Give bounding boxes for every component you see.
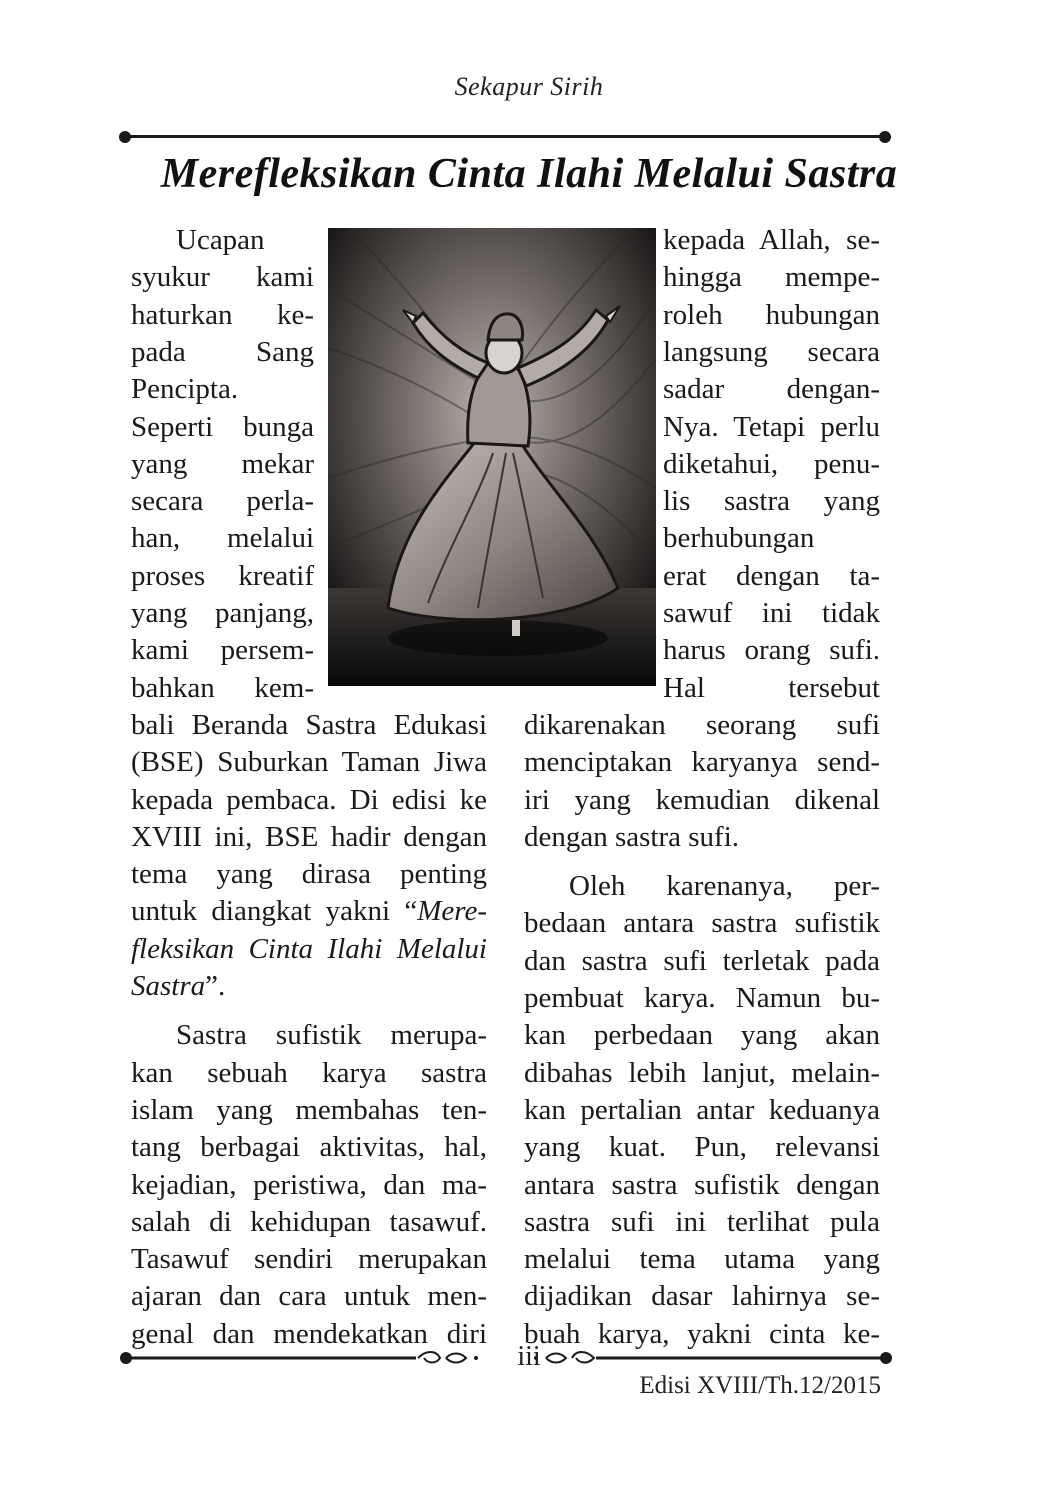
text-line: kepada Allah, se- (663, 224, 880, 256)
text-line: islam yang membahas ten- (131, 1093, 487, 1126)
text-line: untuk diangkat yakni “Mere- (131, 895, 487, 928)
text-line: roleh hubungan (663, 298, 880, 331)
text-line: proses kreatif (131, 559, 314, 592)
text-line: syukur kami (131, 261, 314, 294)
text-line: lis sastra yang (663, 485, 880, 518)
whirling-dervish-illustration (328, 228, 656, 686)
text-line: dengan sastra sufi. (524, 820, 740, 853)
text-line: genal dan mendekatkan diri (131, 1317, 487, 1350)
text-line: melalui tema utama yang (524, 1243, 880, 1276)
text-line: Tasawuf sendiri merupakan (131, 1243, 487, 1276)
text-line: kami persem- (131, 634, 314, 667)
text-line: yang kuat. Pun, relevansi (524, 1131, 880, 1164)
text-line: fleksikan Cinta Ilahi Melalui (131, 932, 487, 965)
text-line: erat dengan ta- (663, 559, 880, 592)
text-line: haturkan ke- (131, 298, 314, 331)
text-line: kepada pembaca. Di edisi ke (131, 783, 487, 816)
running-head: Sekapur Sirih (454, 72, 604, 101)
text-line: Pencipta. (131, 373, 239, 406)
edition-label: Edisi XVIII/Th.12/2015 (639, 1372, 881, 1399)
text-line: Ucapan (176, 224, 265, 256)
text-line: buah karya, yakni cinta ke- (524, 1317, 880, 1350)
text-line: sastra sufi ini terlihat pula (524, 1205, 880, 1238)
text-line: Seperti bunga (131, 410, 314, 443)
text-line: antara sastra sufistik dengan (524, 1168, 880, 1201)
text-line: yang panjang, (131, 597, 314, 629)
text-line: dijadikan dasar lahirnya se- (524, 1280, 880, 1313)
text-line: kan sebuah karya sastra (131, 1056, 487, 1089)
text-line: han, melalui (131, 522, 314, 555)
text-line: hingga mempe- (663, 261, 880, 294)
text-line: Oleh karenanya, per- (569, 870, 880, 903)
text-line: bedaan antara sastra sufistik (524, 907, 880, 940)
text-line: iri yang kemudian dikenal (524, 783, 880, 816)
text-line: bahkan kem- (131, 671, 314, 704)
article-title: Merefleksikan Cinta Ilahi Melalui Sastra (160, 151, 898, 197)
text-line: kan perbedaan yang akan (524, 1019, 880, 1052)
text-line: menciptakan karyanya send- (524, 746, 880, 779)
text-line: pada Sang (131, 335, 314, 368)
text-line: ajaran dan cara untuk men- (131, 1280, 487, 1313)
text-line: diketahui, penu- (663, 447, 880, 480)
text-line: yang mekar (131, 447, 314, 480)
text-line: sadar dengan- (663, 373, 880, 406)
text-line: XVIII ini, BSE hadir dengan (131, 820, 487, 853)
text-line: kejadian, peristiwa, dan ma- (131, 1168, 487, 1201)
text-line: pembuat karya. Namun bu- (524, 982, 880, 1014)
text-line: (BSE) Suburkan Taman Jiwa (131, 746, 487, 779)
text-line: Sastra sufistik merupa- (176, 1019, 487, 1052)
text-line: salah di kehidupan tasawuf. (131, 1205, 487, 1238)
text-line: Sastra”. (131, 970, 226, 1002)
text-line: dibahas lebih lanjut, melain- (524, 1056, 880, 1089)
text-line: Hal tersebut (663, 671, 880, 704)
text-line: berhubungan (663, 522, 815, 555)
text-line: harus orang sufi. (663, 634, 880, 667)
text-line: Nya. Tetapi perlu (663, 410, 880, 443)
text-line: tang berbagai aktivitas, hal, (131, 1131, 487, 1164)
text-line: kan pertalian antar keduanya (524, 1093, 880, 1126)
text-line: tema yang dirasa penting (131, 858, 487, 891)
text-line: secara perla- (131, 485, 314, 518)
text-line: dikarenakan seorang sufi (524, 708, 880, 741)
text-line: bali Beranda Sastra Edukasi (131, 708, 487, 741)
text-line: langsung secara (663, 335, 880, 368)
text-line: dan sastra sufi terletak pada (524, 944, 880, 977)
text-line: sawuf ini tidak (663, 597, 880, 629)
page-number: iii (517, 1341, 541, 1372)
